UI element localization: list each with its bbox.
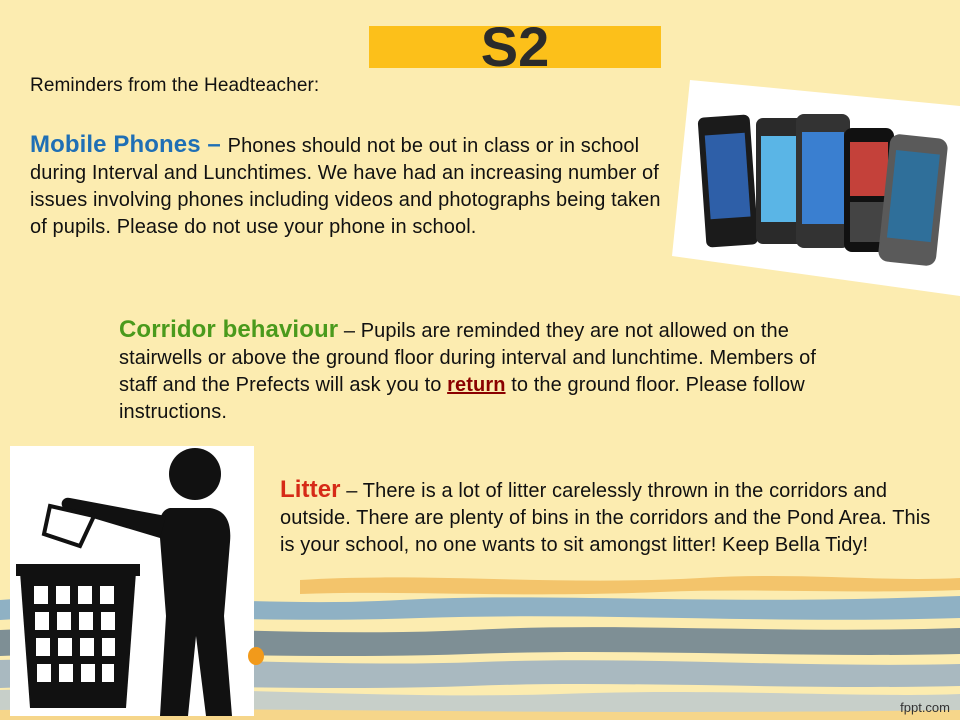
credit-watermark: fppt.com xyxy=(900,700,950,715)
corridor-paragraph xyxy=(119,316,849,426)
mobile-phones-heading: Mobile Phones – xyxy=(30,131,228,158)
mobile-phones-body: Phones should not be out in class or in school during Interval and Lunchtimes. We have had an increasing number of issues involving phones including videos and photographs being taken of pupils. Please do not use your phone in school. xyxy=(30,135,661,238)
corridor-heading: Corridor behaviour xyxy=(119,316,339,343)
corridor-body-before: – Pupils are reminded they are not allowed on the stairwells or above the ground floor during interval and lunchtime. Members of staff and the Prefects will ask you to xyxy=(119,320,817,396)
corridor-body-after: to the ground floor. Please follow instructions. xyxy=(119,374,805,423)
litter-heading: Litter xyxy=(280,476,341,503)
mobile-phones-photo xyxy=(672,78,960,298)
tidy-man-bin-icon xyxy=(10,446,254,716)
slide-title: S2 xyxy=(480,15,550,78)
corridor-emphasis: return xyxy=(447,374,506,396)
intro-text: Reminders from the Headteacher: xyxy=(30,75,320,96)
litter-body: – There is a lot of litter carelessly thrown in the corridors and outside. There are plenty of bins in the corridors and the Pond Area. This is your school, no one wants to sit amongst litter! Keep Bella Tidy! xyxy=(280,480,931,556)
decorative-dot xyxy=(248,647,264,665)
litter-paragraph xyxy=(280,476,950,559)
mobile-phones-paragraph xyxy=(30,131,670,241)
